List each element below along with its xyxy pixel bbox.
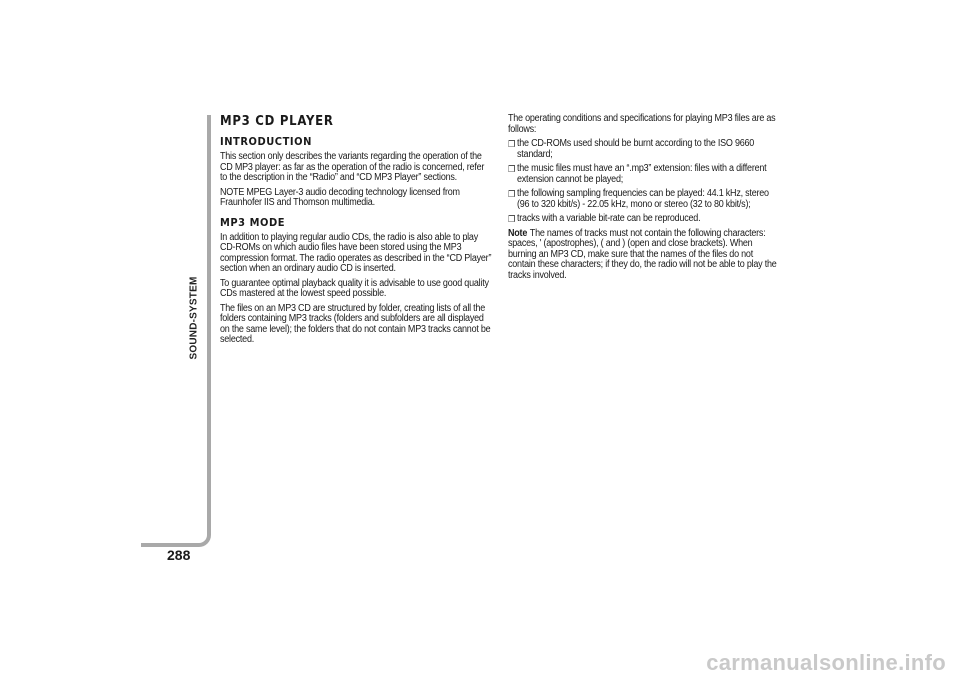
intro-note-paragraph: NOTE MPEG Layer-3 audio decoding technology licensed from Fraunhofer IIS and Thomson multimedia.	[220, 186, 460, 208]
mode-paragraph: In addition to playing regular audio CDs, the radio is also able to play CD-ROMs on which audio files have been stored using the MP3 compression format. The radio operates as described in the “CD Player” section when an ordinary audio CD is inserted.	[220, 231, 492, 274]
introduction-heading: INTRODUCTION	[220, 135, 312, 148]
mp3-mode-heading: MP3 MODE	[220, 215, 286, 229]
list-item-text: the CD-ROMs used should be burnt according to the ISO 9660 standard;	[517, 138, 755, 160]
list-item-text: the music files must have an “.mp3” extension: files with a different extension cannot be played;	[517, 163, 767, 185]
watermark: carmanualsonline.info	[706, 650, 946, 675]
page-bracket	[141, 115, 211, 547]
list-item-text: the following sampling frequencies can be played: 44.1 kHz, stereo (96 to 320 kbit/s) - 22.05 kHz, mono or stereo (32 to 80 kbit/s);	[517, 188, 769, 210]
mode-paragraph: The files on an MP3 CD are structured by folder, creating lists of all the folders containing MP3 tracks (folders and subfolders are all displayed on the same level); the folders that do not contain MP3 tracks cannot be selected.	[220, 302, 491, 345]
specs-list	[508, 139, 778, 225]
intro-paragraph: This section only describes the variants regarding the operation of the CD MP3 player: as far as the operation of the radio is concerned, refer to the description in the “Radio” and “CD MP3 Player” sections.	[220, 151, 485, 183]
section-label: SOUND-SYSTEM	[188, 276, 200, 360]
specs-intro: The operating conditions and specifications for playing MP3 files are as follows:	[508, 113, 776, 135]
list-item	[508, 189, 778, 210]
checkbox-icon: ❒	[508, 189, 516, 199]
checkbox-icon: ❒	[508, 214, 516, 224]
mode-paragraph: To guarantee optimal playback quality it is advisable to use good quality CDs mastered at the lowest speed possible.	[220, 277, 489, 299]
checkbox-icon: ❒	[508, 164, 516, 174]
checkbox-icon: ❒	[508, 139, 516, 149]
page-title: MP3 CD PLAYER	[220, 114, 334, 129]
list-item	[508, 214, 778, 225]
note-text: The names of tracks must not contain the following characters: spaces, ' (apostrophes), ( and ) (open and close brackets). When burning an MP3 CD, make sure that the names of the files do not contain these characters; if they do, the radio will not be able to play the tracks involved.	[508, 227, 777, 281]
note-paragraph	[508, 229, 778, 282]
right-column	[508, 114, 778, 285]
page-number: 288	[167, 547, 191, 563]
note-label: Note	[508, 227, 528, 239]
list-item-text: tracks with a variable bit-rate can be reproduced.	[517, 213, 701, 224]
left-column	[220, 114, 492, 350]
list-item	[508, 139, 778, 160]
list-item	[508, 164, 778, 185]
